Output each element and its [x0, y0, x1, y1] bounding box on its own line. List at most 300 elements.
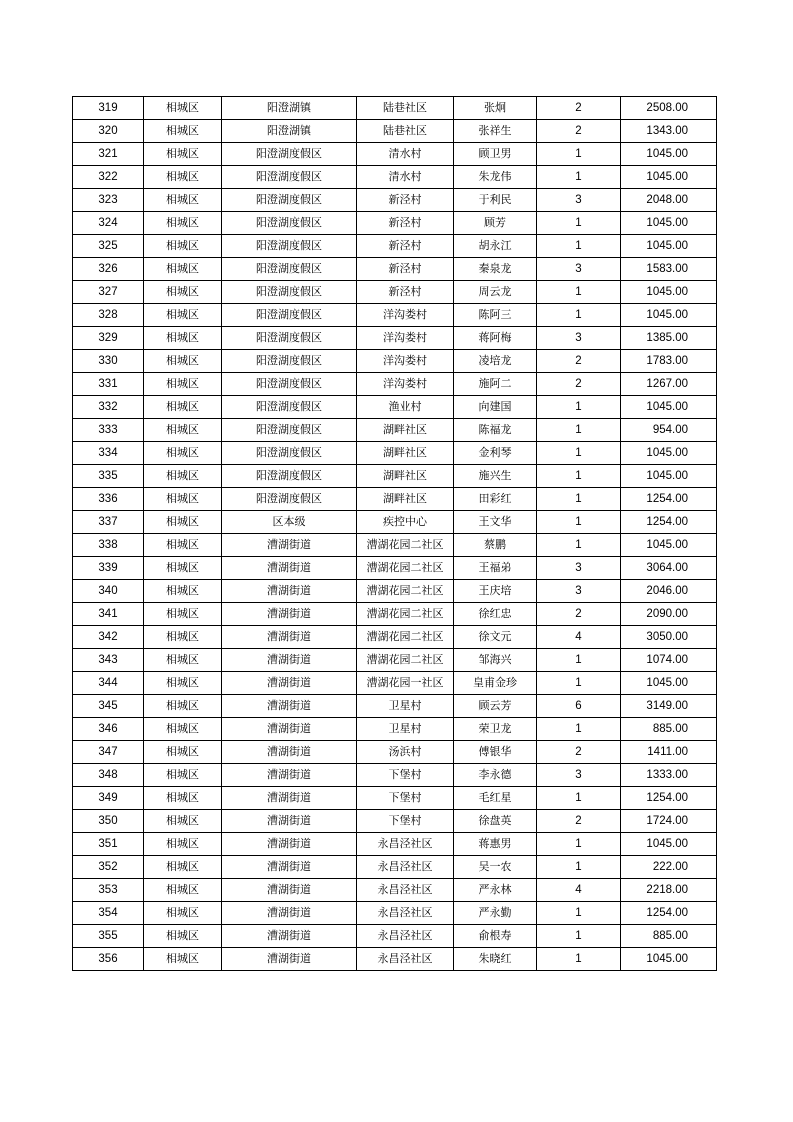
table-row [73, 902, 717, 925]
amount-cell: 2218.00 [621, 879, 717, 902]
town-cell: 漕湖街道 [222, 672, 357, 695]
row-number-cell: 319 [73, 97, 144, 120]
name-cell: 顾卫男 [454, 143, 537, 166]
household-size-cell: 2 [537, 741, 621, 764]
table-row [73, 350, 717, 373]
town-cell: 阳澄湖度假区 [222, 304, 357, 327]
community-cell: 下堡村 [357, 810, 454, 833]
row-number-cell: 322 [73, 166, 144, 189]
district-cell: 相城区 [144, 580, 222, 603]
town-cell: 漕湖街道 [222, 580, 357, 603]
household-size-cell: 1 [537, 511, 621, 534]
name-cell: 施兴生 [454, 465, 537, 488]
table-row [73, 281, 717, 304]
household-size-cell: 1 [537, 304, 621, 327]
community-cell: 下堡村 [357, 764, 454, 787]
table-row [73, 442, 717, 465]
town-cell: 阳澄湖度假区 [222, 212, 357, 235]
amount-cell: 1045.00 [621, 442, 717, 465]
district-cell: 相城区 [144, 948, 222, 971]
amount-cell: 3149.00 [621, 695, 717, 718]
name-cell: 徐文元 [454, 626, 537, 649]
row-number-cell: 338 [73, 534, 144, 557]
row-number-cell: 349 [73, 787, 144, 810]
amount-cell: 1045.00 [621, 833, 717, 856]
household-size-cell: 4 [537, 879, 621, 902]
district-cell: 相城区 [144, 856, 222, 879]
community-cell: 漕湖花园二社区 [357, 603, 454, 626]
amount-cell: 1724.00 [621, 810, 717, 833]
amount-cell: 954.00 [621, 419, 717, 442]
amount-cell: 1783.00 [621, 350, 717, 373]
row-number-cell: 320 [73, 120, 144, 143]
table-row [73, 856, 717, 879]
town-cell: 阳澄湖度假区 [222, 189, 357, 212]
row-number-cell: 343 [73, 649, 144, 672]
household-size-cell: 2 [537, 97, 621, 120]
district-cell: 相城区 [144, 258, 222, 281]
district-cell: 相城区 [144, 396, 222, 419]
household-size-cell: 1 [537, 787, 621, 810]
town-cell: 漕湖街道 [222, 948, 357, 971]
row-number-cell: 327 [73, 281, 144, 304]
name-cell: 蒋阿梅 [454, 327, 537, 350]
community-cell: 永昌泾社区 [357, 833, 454, 856]
town-cell: 漕湖街道 [222, 741, 357, 764]
amount-cell: 1045.00 [621, 212, 717, 235]
table-row [73, 189, 717, 212]
name-cell: 傅银华 [454, 741, 537, 764]
household-size-cell: 1 [537, 488, 621, 511]
town-cell: 阳澄湖度假区 [222, 373, 357, 396]
town-cell: 阳澄湖度假区 [222, 166, 357, 189]
table-row [73, 557, 717, 580]
household-size-cell: 1 [537, 442, 621, 465]
row-number-cell: 356 [73, 948, 144, 971]
name-cell: 邹海兴 [454, 649, 537, 672]
community-cell: 永昌泾社区 [357, 948, 454, 971]
amount-cell: 1045.00 [621, 235, 717, 258]
district-cell: 相城区 [144, 810, 222, 833]
amount-cell: 2090.00 [621, 603, 717, 626]
community-cell: 湖畔社区 [357, 442, 454, 465]
amount-cell: 1045.00 [621, 143, 717, 166]
district-cell: 相城区 [144, 626, 222, 649]
community-cell: 漕湖花园一社区 [357, 672, 454, 695]
household-size-cell: 2 [537, 603, 621, 626]
household-size-cell: 1 [537, 902, 621, 925]
district-cell: 相城区 [144, 488, 222, 511]
community-cell: 疾控中心 [357, 511, 454, 534]
community-cell: 洋沟娄村 [357, 350, 454, 373]
town-cell: 阳澄湖镇 [222, 120, 357, 143]
table-row [73, 833, 717, 856]
household-size-cell: 1 [537, 143, 621, 166]
table-row [73, 465, 717, 488]
town-cell: 阳澄湖度假区 [222, 488, 357, 511]
row-number-cell: 350 [73, 810, 144, 833]
community-cell: 永昌泾社区 [357, 856, 454, 879]
name-cell: 王庆培 [454, 580, 537, 603]
name-cell: 蒋惠男 [454, 833, 537, 856]
town-cell: 漕湖街道 [222, 603, 357, 626]
household-size-cell: 2 [537, 350, 621, 373]
community-cell: 清水村 [357, 143, 454, 166]
row-number-cell: 325 [73, 235, 144, 258]
row-number-cell: 335 [73, 465, 144, 488]
amount-cell: 1411.00 [621, 741, 717, 764]
community-cell: 洋沟娄村 [357, 327, 454, 350]
community-cell: 清水村 [357, 166, 454, 189]
row-number-cell: 341 [73, 603, 144, 626]
row-number-cell: 324 [73, 212, 144, 235]
community-cell: 卫星村 [357, 695, 454, 718]
amount-cell: 1267.00 [621, 373, 717, 396]
household-size-cell: 1 [537, 166, 621, 189]
amount-cell: 1074.00 [621, 649, 717, 672]
table-row [73, 787, 717, 810]
name-cell: 张祥生 [454, 120, 537, 143]
town-cell: 漕湖街道 [222, 557, 357, 580]
amount-cell: 2048.00 [621, 189, 717, 212]
amount-cell: 1045.00 [621, 281, 717, 304]
amount-cell: 1045.00 [621, 465, 717, 488]
name-cell: 皇甫金珍 [454, 672, 537, 695]
table-row [73, 212, 717, 235]
amount-cell: 2508.00 [621, 97, 717, 120]
household-size-cell: 1 [537, 212, 621, 235]
row-number-cell: 339 [73, 557, 144, 580]
town-cell: 漕湖街道 [222, 925, 357, 948]
table-row [73, 695, 717, 718]
town-cell: 漕湖街道 [222, 902, 357, 925]
name-cell: 陈阿三 [454, 304, 537, 327]
community-cell: 漕湖花园二社区 [357, 534, 454, 557]
district-cell: 相城区 [144, 120, 222, 143]
table-row [73, 925, 717, 948]
district-cell: 相城区 [144, 212, 222, 235]
amount-cell: 1045.00 [621, 534, 717, 557]
district-cell: 相城区 [144, 511, 222, 534]
town-cell: 漕湖街道 [222, 810, 357, 833]
community-cell: 洋沟娄村 [357, 373, 454, 396]
community-cell: 新泾村 [357, 258, 454, 281]
amount-cell: 1254.00 [621, 488, 717, 511]
town-cell: 阳澄湖度假区 [222, 419, 357, 442]
amount-cell: 1333.00 [621, 764, 717, 787]
amount-cell: 3050.00 [621, 626, 717, 649]
row-number-cell: 347 [73, 741, 144, 764]
table-row [73, 235, 717, 258]
household-size-cell: 4 [537, 626, 621, 649]
row-number-cell: 348 [73, 764, 144, 787]
district-cell: 相城区 [144, 189, 222, 212]
row-number-cell: 329 [73, 327, 144, 350]
name-cell: 朱晓红 [454, 948, 537, 971]
household-size-cell: 1 [537, 925, 621, 948]
amount-cell: 1045.00 [621, 672, 717, 695]
amount-cell: 1385.00 [621, 327, 717, 350]
name-cell: 张炯 [454, 97, 537, 120]
district-cell: 相城区 [144, 695, 222, 718]
town-cell: 阳澄湖度假区 [222, 442, 357, 465]
household-size-cell: 1 [537, 856, 621, 879]
district-cell: 相城区 [144, 442, 222, 465]
table-row [73, 879, 717, 902]
district-cell: 相城区 [144, 718, 222, 741]
row-number-cell: 351 [73, 833, 144, 856]
name-cell: 胡永江 [454, 235, 537, 258]
name-cell: 顾芳 [454, 212, 537, 235]
row-number-cell: 345 [73, 695, 144, 718]
town-cell: 阳澄湖镇 [222, 97, 357, 120]
district-cell: 相城区 [144, 764, 222, 787]
community-cell: 漕湖花园二社区 [357, 626, 454, 649]
table-row [73, 649, 717, 672]
name-cell: 王福弟 [454, 557, 537, 580]
district-cell: 相城区 [144, 833, 222, 856]
community-cell: 新泾村 [357, 212, 454, 235]
table-row [73, 166, 717, 189]
amount-cell: 222.00 [621, 856, 717, 879]
household-size-cell: 3 [537, 557, 621, 580]
household-size-cell: 1 [537, 672, 621, 695]
town-cell: 漕湖街道 [222, 856, 357, 879]
community-cell: 湖畔社区 [357, 488, 454, 511]
district-cell: 相城区 [144, 902, 222, 925]
district-cell: 相城区 [144, 741, 222, 764]
town-cell: 漕湖街道 [222, 833, 357, 856]
household-size-cell: 1 [537, 419, 621, 442]
household-size-cell: 1 [537, 649, 621, 672]
household-size-cell: 1 [537, 281, 621, 304]
town-cell: 阳澄湖度假区 [222, 396, 357, 419]
table-body [73, 97, 717, 971]
amount-cell: 885.00 [621, 718, 717, 741]
name-cell: 于利民 [454, 189, 537, 212]
community-cell: 卫星村 [357, 718, 454, 741]
town-cell: 漕湖街道 [222, 534, 357, 557]
community-cell: 新泾村 [357, 189, 454, 212]
household-size-cell: 3 [537, 580, 621, 603]
row-number-cell: 337 [73, 511, 144, 534]
household-size-cell: 1 [537, 396, 621, 419]
row-number-cell: 342 [73, 626, 144, 649]
name-cell: 徐盘英 [454, 810, 537, 833]
district-cell: 相城区 [144, 672, 222, 695]
community-cell: 漕湖花园二社区 [357, 649, 454, 672]
district-cell: 相城区 [144, 143, 222, 166]
community-cell: 陆巷社区 [357, 120, 454, 143]
row-number-cell: 353 [73, 879, 144, 902]
district-cell: 相城区 [144, 925, 222, 948]
row-number-cell: 323 [73, 189, 144, 212]
amount-cell: 1343.00 [621, 120, 717, 143]
name-cell: 朱龙伟 [454, 166, 537, 189]
town-cell: 漕湖街道 [222, 695, 357, 718]
table-row [73, 810, 717, 833]
community-cell: 陆巷社区 [357, 97, 454, 120]
name-cell: 毛红星 [454, 787, 537, 810]
town-cell: 阳澄湖度假区 [222, 143, 357, 166]
town-cell: 漕湖街道 [222, 787, 357, 810]
table-row [73, 626, 717, 649]
community-cell: 漕湖花园二社区 [357, 580, 454, 603]
town-cell: 阳澄湖度假区 [222, 235, 357, 258]
name-cell: 吴一农 [454, 856, 537, 879]
community-cell: 湖畔社区 [357, 419, 454, 442]
household-size-cell: 6 [537, 695, 621, 718]
name-cell: 周云龙 [454, 281, 537, 304]
table-row [73, 120, 717, 143]
amount-cell: 1254.00 [621, 511, 717, 534]
district-cell: 相城区 [144, 373, 222, 396]
row-number-cell: 346 [73, 718, 144, 741]
household-size-cell: 1 [537, 465, 621, 488]
table-row [73, 258, 717, 281]
table-row [73, 511, 717, 534]
row-number-cell: 321 [73, 143, 144, 166]
district-cell: 相城区 [144, 304, 222, 327]
town-cell: 漕湖街道 [222, 764, 357, 787]
household-size-cell: 1 [537, 833, 621, 856]
table-row [73, 764, 717, 787]
data-table [72, 96, 717, 971]
town-cell: 漕湖街道 [222, 626, 357, 649]
row-number-cell: 333 [73, 419, 144, 442]
district-cell: 相城区 [144, 419, 222, 442]
table-row [73, 488, 717, 511]
community-cell: 汤浜村 [357, 741, 454, 764]
district-cell: 相城区 [144, 327, 222, 350]
amount-cell: 1045.00 [621, 396, 717, 419]
row-number-cell: 354 [73, 902, 144, 925]
district-cell: 相城区 [144, 465, 222, 488]
district-cell: 相城区 [144, 787, 222, 810]
district-cell: 相城区 [144, 603, 222, 626]
household-size-cell: 2 [537, 373, 621, 396]
town-cell: 漕湖街道 [222, 879, 357, 902]
community-cell: 新泾村 [357, 235, 454, 258]
name-cell: 凌培龙 [454, 350, 537, 373]
row-number-cell: 344 [73, 672, 144, 695]
name-cell: 严永林 [454, 879, 537, 902]
household-size-cell: 1 [537, 534, 621, 557]
household-size-cell: 1 [537, 718, 621, 741]
table-row [73, 304, 717, 327]
name-cell: 李永德 [454, 764, 537, 787]
table-row [73, 948, 717, 971]
name-cell: 向建国 [454, 396, 537, 419]
town-cell: 阳澄湖度假区 [222, 350, 357, 373]
household-size-cell: 1 [537, 948, 621, 971]
table-row [73, 419, 717, 442]
household-size-cell: 3 [537, 327, 621, 350]
name-cell: 陈福龙 [454, 419, 537, 442]
household-size-cell: 3 [537, 189, 621, 212]
name-cell: 金利琴 [454, 442, 537, 465]
household-size-cell: 2 [537, 810, 621, 833]
town-cell: 漕湖街道 [222, 718, 357, 741]
table-row [73, 143, 717, 166]
table-row [73, 741, 717, 764]
district-cell: 相城区 [144, 235, 222, 258]
row-number-cell: 332 [73, 396, 144, 419]
town-cell: 漕湖街道 [222, 649, 357, 672]
amount-cell: 1045.00 [621, 166, 717, 189]
table-row [73, 580, 717, 603]
town-cell: 阳澄湖度假区 [222, 258, 357, 281]
household-size-cell: 2 [537, 120, 621, 143]
row-number-cell: 330 [73, 350, 144, 373]
row-number-cell: 355 [73, 925, 144, 948]
community-cell: 漕湖花园二社区 [357, 557, 454, 580]
table-row [73, 672, 717, 695]
community-cell: 永昌泾社区 [357, 879, 454, 902]
amount-cell: 1045.00 [621, 304, 717, 327]
table-row [73, 534, 717, 557]
table-row [73, 327, 717, 350]
row-number-cell: 326 [73, 258, 144, 281]
name-cell: 荣卫龙 [454, 718, 537, 741]
name-cell: 顾云芳 [454, 695, 537, 718]
row-number-cell: 328 [73, 304, 144, 327]
table-row [73, 97, 717, 120]
row-number-cell: 336 [73, 488, 144, 511]
amount-cell: 885.00 [621, 925, 717, 948]
community-cell: 永昌泾社区 [357, 925, 454, 948]
community-cell: 湖畔社区 [357, 465, 454, 488]
community-cell: 渔业村 [357, 396, 454, 419]
community-cell: 新泾村 [357, 281, 454, 304]
row-number-cell: 340 [73, 580, 144, 603]
amount-cell: 1045.00 [621, 948, 717, 971]
district-cell: 相城区 [144, 879, 222, 902]
name-cell: 王文华 [454, 511, 537, 534]
table-row [73, 603, 717, 626]
table-row [73, 718, 717, 741]
household-size-cell: 3 [537, 764, 621, 787]
district-cell: 相城区 [144, 557, 222, 580]
row-number-cell: 331 [73, 373, 144, 396]
amount-cell: 3064.00 [621, 557, 717, 580]
community-cell: 永昌泾社区 [357, 902, 454, 925]
household-size-cell: 3 [537, 258, 621, 281]
table-row [73, 396, 717, 419]
town-cell: 区本级 [222, 511, 357, 534]
row-number-cell: 334 [73, 442, 144, 465]
community-cell: 下堡村 [357, 787, 454, 810]
amount-cell: 1254.00 [621, 902, 717, 925]
household-size-cell: 1 [537, 235, 621, 258]
table-row [73, 373, 717, 396]
name-cell: 秦泉龙 [454, 258, 537, 281]
row-number-cell: 352 [73, 856, 144, 879]
district-cell: 相城区 [144, 281, 222, 304]
town-cell: 阳澄湖度假区 [222, 281, 357, 304]
district-cell: 相城区 [144, 649, 222, 672]
amount-cell: 1583.00 [621, 258, 717, 281]
name-cell: 俞根寿 [454, 925, 537, 948]
amount-cell: 2046.00 [621, 580, 717, 603]
town-cell: 阳澄湖度假区 [222, 327, 357, 350]
name-cell: 田彩红 [454, 488, 537, 511]
district-cell: 相城区 [144, 97, 222, 120]
name-cell: 徐红忠 [454, 603, 537, 626]
name-cell: 严永勤 [454, 902, 537, 925]
name-cell: 蔡鹏 [454, 534, 537, 557]
district-cell: 相城区 [144, 350, 222, 373]
